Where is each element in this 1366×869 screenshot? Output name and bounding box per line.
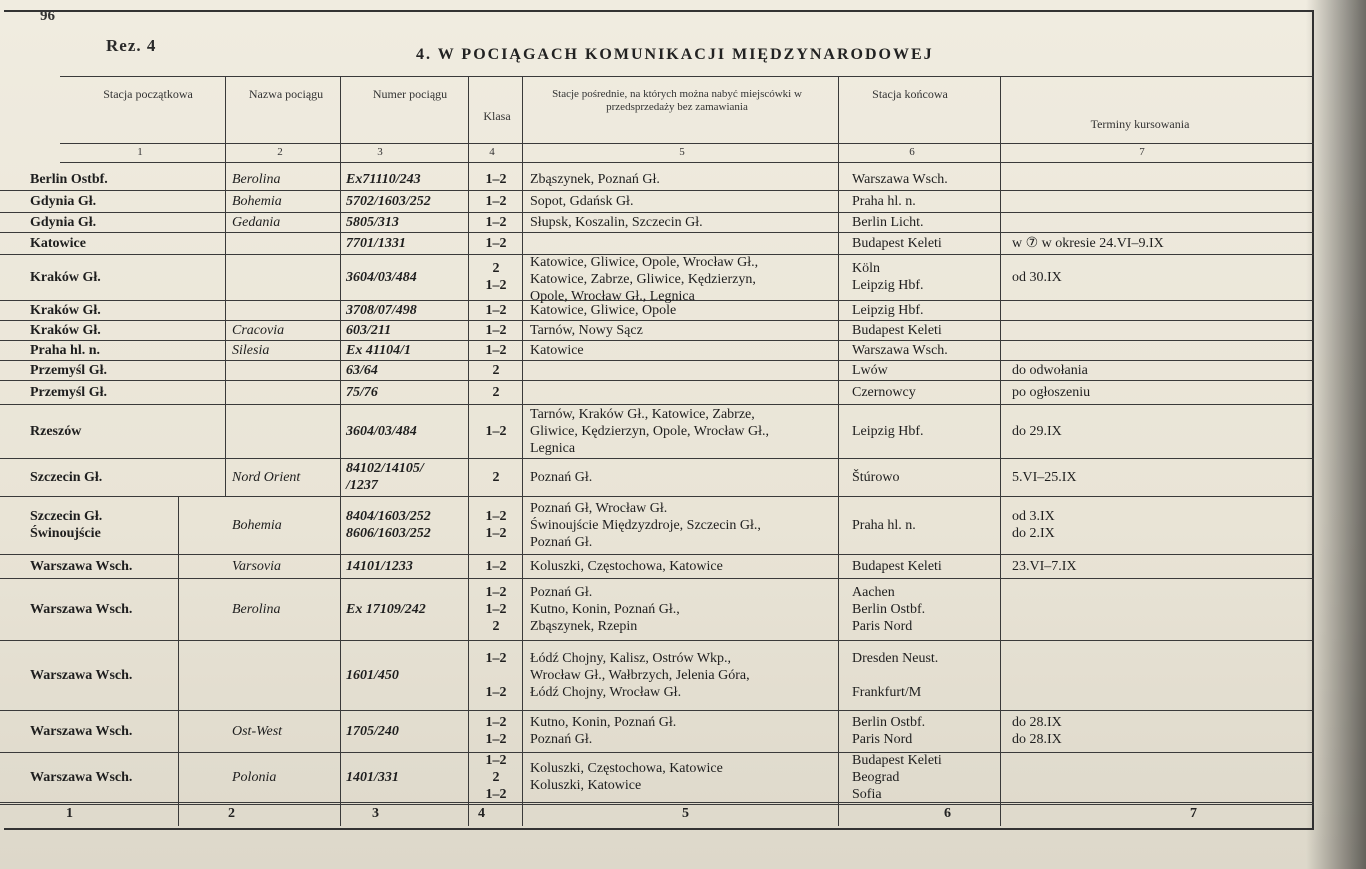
cell-schedule: po ogłoszeniu	[1012, 384, 1091, 400]
row-separator	[0, 752, 1314, 753]
cell-end-station: Budapest Keleti	[852, 558, 942, 574]
footer-num-5: 5	[682, 806, 689, 821]
cell-train-number: Ex71110/243	[346, 171, 421, 187]
colnum-7: 7	[1139, 146, 1145, 158]
col-divider-2	[340, 76, 341, 826]
cell-intermediate: Łódź Chojny, Kalisz, Ostrów Wkp., Wrocław Gł., Wałbrzych, Jelenia Góra, Łódź Chojny, Wrocław Gł.	[530, 650, 750, 700]
cell-train-number: 3604/03/484	[346, 269, 417, 285]
cell-train-number: 603/211	[346, 322, 392, 338]
cell-train-number: 5702/1603/252	[346, 193, 431, 209]
col-divider-6	[1000, 76, 1001, 826]
cell-train-number: 7701/1331	[346, 235, 406, 251]
cell-class: 2	[492, 362, 500, 378]
colnum-1: 1	[137, 146, 143, 158]
cell-end-station: Leipzig Hbf.	[852, 423, 924, 439]
header-train-name: Nazwa pociągu	[248, 87, 324, 101]
cell-start-station: Przemyśl Gł.	[30, 384, 107, 400]
cell-start-station: Rzeszów	[30, 423, 82, 439]
cell-intermediate: Katowice	[530, 342, 584, 358]
cell-train-number: 1705/240	[346, 723, 399, 739]
cell-class: 1–2	[485, 171, 507, 187]
cell-end-station: Budapest Keleti	[852, 235, 942, 251]
cell-train-number: 84102/14105/ /1237	[346, 461, 424, 493]
cell-end-station: Warszawa Wsch.	[852, 171, 948, 187]
cell-class: 2	[492, 384, 500, 400]
cell-start-station: Szczecin Gł. Świnoujście	[30, 509, 103, 541]
cell-train-number: 5805/313	[346, 214, 399, 230]
cell-class: 1–2	[485, 423, 507, 439]
footer-num-7: 7	[1190, 806, 1197, 821]
cell-end-station: Leipzig Hbf.	[852, 302, 924, 318]
cell-schedule: 23.VI–7.IX	[1012, 558, 1077, 574]
header-start-station: Stacja początkowa	[103, 87, 193, 101]
cell-schedule: w ⑦ w okresie 24.VI–9.IX	[1012, 235, 1164, 251]
row-separator	[0, 802, 1314, 803]
cell-intermediate: Zbąszynek, Poznań Gł.	[530, 171, 660, 187]
cell-start-station: Berlin Ostbf.	[30, 171, 108, 187]
cell-train-name: Polonia	[232, 769, 277, 785]
cell-intermediate: Katowice, Gliwice, Opole	[530, 302, 677, 318]
cell-train-name: Ost-West	[232, 723, 283, 739]
row-separator	[0, 190, 1314, 191]
cell-start-station: Warszawa Wsch.	[30, 769, 133, 785]
cell-train-name: Berolina	[232, 601, 281, 617]
colnum-6: 6	[909, 146, 915, 158]
cell-class: 1–2	[485, 558, 507, 574]
cell-start-station: Praha hl. n.	[30, 342, 101, 358]
cell-schedule: od 30.IX	[1012, 269, 1062, 285]
cell-train-number: 3604/03/484	[346, 423, 417, 439]
header-intermediate: Stacje pośrednie, na których można nabyć miejscówki w przedsprzedaży bez zamawiania	[552, 88, 802, 113]
header-bottom-line	[60, 143, 1314, 144]
col-divider-3	[468, 76, 469, 826]
cell-train-number: 1401/331	[346, 769, 399, 785]
col-divider-5	[838, 76, 839, 826]
cell-start-station: Warszawa Wsch.	[30, 667, 133, 683]
page-edge-shadow	[1306, 0, 1366, 869]
cell-start-station: Kraków Gł.	[30, 269, 101, 285]
cell-start-station: Kraków Gł.	[30, 302, 101, 318]
cell-end-station: Köln Leipzig Hbf.	[852, 261, 924, 293]
cell-end-station: Aachen Berlin Ostbf. Paris Nord	[852, 584, 926, 634]
cell-intermediate: Tarnów, Kraków Gł., Katowice, Zabrze, Gliwice, Kędzierzyn, Opole, Wrocław Gł., Legnica	[530, 406, 770, 456]
cell-schedule: do 28.IX do 28.IX	[1012, 715, 1062, 747]
footer-num-2: 2	[228, 806, 235, 821]
row-separator	[0, 232, 1314, 233]
footer-num-4: 4	[478, 806, 485, 821]
cell-train-name: Varsovia	[232, 558, 281, 574]
cell-train-name: Silesia	[232, 342, 270, 358]
cell-train-number: 14101/1233	[346, 558, 413, 574]
cell-train-name: Bohemia	[232, 193, 282, 209]
cell-class: 1–2 1–2	[485, 650, 507, 700]
cell-class: 1–2	[485, 342, 507, 358]
cell-intermediate: Sopot, Gdańsk Gł.	[530, 193, 634, 209]
header-class: Klasa	[483, 109, 511, 123]
cell-train-name: Cracovia	[232, 322, 285, 338]
cell-start-station: Przemyśl Gł.	[30, 362, 107, 378]
cell-class: 1–2	[485, 235, 507, 251]
cell-start-station: Kraków Gł.	[30, 322, 101, 338]
cell-train-number: 1601/450	[346, 667, 399, 683]
page-title: 4. W POCIĄGACH KOMUNIKACJI MIĘDZYNARODOWEJ	[416, 46, 934, 63]
cell-end-station: Štúrowo	[852, 469, 900, 485]
row-separator	[0, 554, 1314, 555]
cell-end-station: Warszawa Wsch.	[852, 342, 948, 358]
cell-start-station: Gdynia Gł.	[30, 193, 97, 209]
cell-end-station: Praha hl. n.	[852, 193, 916, 209]
cell-class: 1–2 1–2 2	[485, 584, 507, 634]
row-separator	[0, 496, 1314, 497]
header-schedule: Terminy kursowania	[1090, 117, 1190, 131]
header-end-station: Stacja końcowa	[872, 87, 948, 101]
cell-train-number: 75/76	[346, 384, 378, 400]
row-separator	[0, 578, 1314, 579]
cell-schedule: do 29.IX	[1012, 423, 1062, 439]
cell-train-number: Ex 41104/1	[346, 342, 411, 358]
cell-train-name: Bohemia	[232, 517, 282, 533]
cell-train-number: 8404/1603/252 8606/1603/252	[346, 509, 431, 541]
cell-start-station: Szczecin Gł.	[30, 469, 103, 485]
cell-end-station: Berlin Ostbf. Paris Nord	[852, 715, 926, 747]
colnum-5: 5	[679, 146, 685, 158]
colnum-3: 3	[377, 146, 383, 158]
cell-class: 1–2 1–2	[485, 715, 507, 747]
cell-class: 1–2	[485, 302, 507, 318]
col-divider-1a	[225, 76, 226, 496]
cell-class: 1–2	[485, 322, 507, 338]
colnum-4: 4	[489, 146, 495, 158]
cell-start-station: Katowice	[30, 235, 86, 251]
cell-intermediate: Słupsk, Koszalin, Szczecin Gł.	[530, 214, 703, 230]
cell-intermediate: Poznań Gł, Wrocław Gł. Świnoujście Międzyzdroje, Szczecin Gł., Poznań Gł.	[530, 500, 761, 550]
cell-end-station: Dresden Neust. Frankfurt/M	[852, 650, 939, 700]
cell-schedule: od 3.IX do 2.IX	[1012, 509, 1055, 541]
footer-num-1: 1	[66, 806, 73, 821]
cell-start-station: Warszawa Wsch.	[30, 723, 133, 739]
cell-class: 2 1–2	[485, 261, 507, 293]
cell-class: 1–2	[485, 193, 507, 209]
cell-class: 1–2 2 1–2	[485, 753, 507, 802]
cell-train-name: Nord Orient	[232, 469, 301, 485]
cell-start-station: Warszawa Wsch.	[30, 558, 133, 574]
cell-intermediate: Poznań Gł. Kutno, Konin, Poznań Gł., Zbąszynek, Rzepin	[530, 584, 680, 634]
footer-num-6: 6	[944, 806, 951, 821]
cell-end-station: Praha hl. n.	[852, 517, 916, 533]
cell-intermediate: Koluszki, Częstochowa, Katowice	[530, 558, 723, 574]
cell-train-name: Berolina	[232, 171, 281, 187]
colnum-bottom-line	[60, 162, 1314, 163]
col-divider-4	[522, 76, 523, 826]
header-top-line	[60, 76, 1314, 77]
cell-class: 1–2	[485, 214, 507, 230]
cell-start-station: Gdynia Gł.	[30, 214, 97, 230]
cell-intermediate: Tarnów, Nowy Sącz	[530, 322, 643, 338]
colnum-2: 2	[277, 146, 283, 158]
header-train-number: Numer pociągu	[372, 87, 448, 101]
cell-intermediate: Kutno, Konin, Poznań Gł. Poznań Gł.	[530, 715, 677, 747]
cell-intermediate: Poznań Gł.	[530, 469, 593, 485]
row-separator	[0, 380, 1314, 381]
cell-schedule: 5.VI–25.IX	[1012, 469, 1077, 485]
cell-class: 2	[492, 469, 500, 485]
cell-end-station: Berlin Licht.	[852, 214, 924, 230]
cell-end-station: Budapest Keleti	[852, 322, 942, 338]
cell-train-number: 63/64	[346, 362, 378, 378]
cell-train-number: 3708/07/498	[346, 302, 417, 318]
cell-intermediate: Koluszki, Częstochowa, Katowice Koluszki, Katowice	[530, 761, 723, 793]
cell-train-name: Gedania	[232, 214, 281, 230]
row-separator	[0, 640, 1314, 641]
cell-intermediate: Katowice, Gliwice, Opole, Wrocław Gł., Katowice, Zabrze, Gliwice, Kędzierzyn, Opole, Wrocław Gł., Legnica	[530, 255, 759, 304]
cell-train-number: Ex 17109/242	[346, 601, 426, 617]
cell-start-station: Warszawa Wsch.	[30, 601, 133, 617]
cell-end-station: Lwów	[852, 362, 888, 378]
footer-top-line	[0, 804, 1314, 805]
row-separator	[0, 458, 1314, 459]
table-reference: Rez. 4	[106, 36, 157, 55]
page-number: 96	[40, 8, 55, 24]
cell-class: 1–2 1–2	[485, 509, 507, 541]
cell-schedule: do odwołania	[1012, 362, 1088, 378]
cell-end-station: Czernowcy	[852, 384, 916, 400]
row-separator	[0, 710, 1314, 711]
cell-end-station: Budapest Keleti Beograd Sofia	[852, 753, 942, 802]
footer-num-3: 3	[372, 806, 379, 821]
